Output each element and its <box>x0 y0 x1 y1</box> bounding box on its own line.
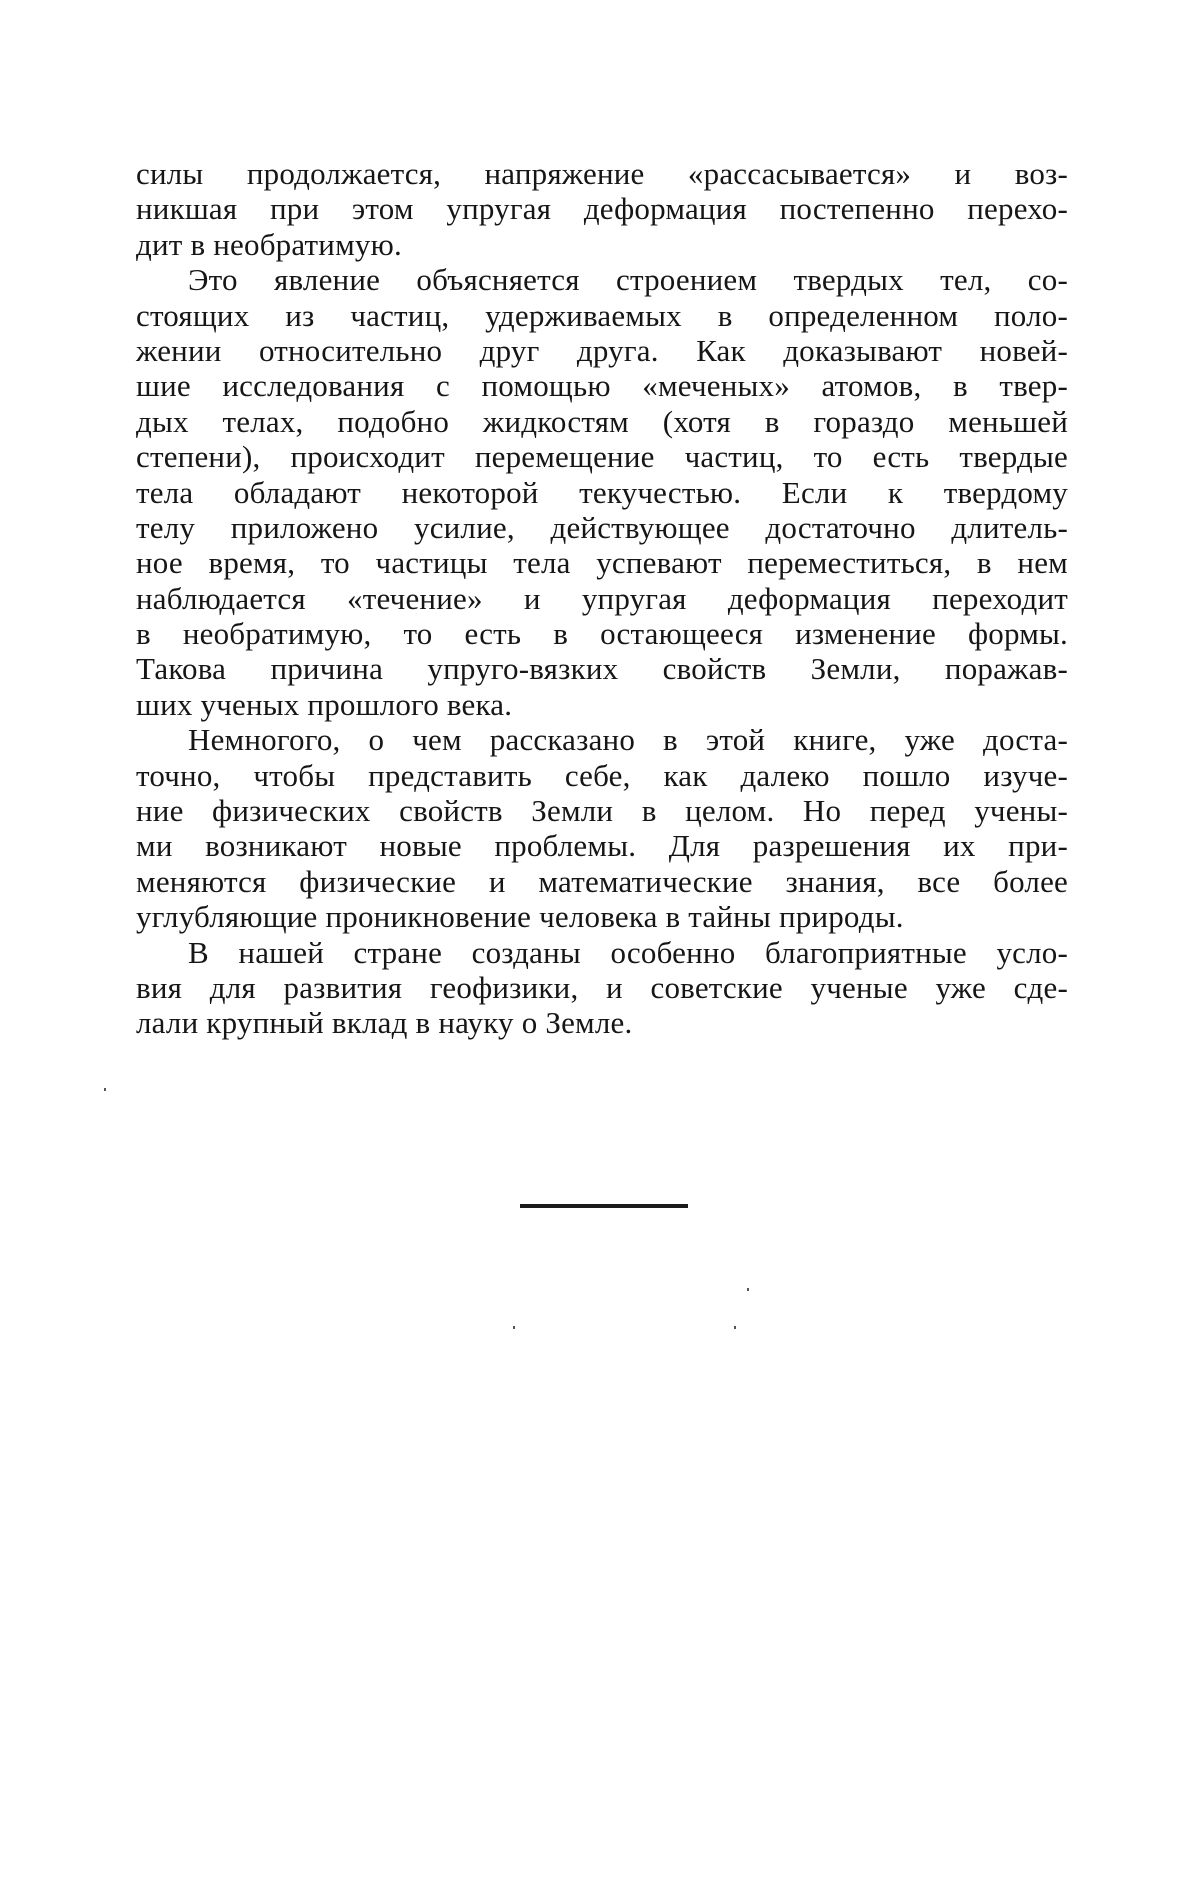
text-line: ми возникают новые проблемы. Для разрешения их при- <box>136 828 1068 863</box>
text-line: вия для развития геофизики, и советские ученые уже сде- <box>136 970 1068 1005</box>
body-text <box>136 156 1068 1041</box>
text-line: в необратимую, то есть в остающееся изменение формы. <box>136 616 1068 651</box>
text-line: наблюдается «течение» и упругая деформация переходит <box>136 581 1068 616</box>
book-page <box>0 0 1200 1880</box>
text-line: ние физических свойств Земли в целом. Но перед учены- <box>136 793 1068 828</box>
text-line: тела обладают некоторой текучестью. Если к твердому <box>136 475 1068 510</box>
text-line: телу приложено усилие, действующее достаточно длитель- <box>136 510 1068 545</box>
text-line: меняются физические и математические знания, все более <box>136 864 1068 899</box>
text-line: ное время, то частицы тела успевают переместиться, в нем <box>136 545 1068 580</box>
text-line: никшая при этом упругая деформация постепенно перехо- <box>136 191 1068 226</box>
text-line: углубляющие проникновение человека в тайны природы. <box>136 899 1068 934</box>
text-line: лали крупный вклад в науку о Земле. <box>136 1005 1068 1040</box>
print-speck <box>104 1088 106 1091</box>
text-line: шие исследования с помощью «меченых» атомов, в твер- <box>136 368 1068 403</box>
text-line: стоящих из частиц, удерживаемых в определенном поло- <box>136 298 1068 333</box>
text-line: дит в необратимую. <box>136 227 1068 262</box>
print-speck <box>513 1326 515 1329</box>
text-line: ших ученых прошлого века. <box>136 687 1068 722</box>
text-line: В нашей стране созданы особенно благоприятные усло- <box>136 935 1068 970</box>
print-speck <box>734 1326 736 1329</box>
text-line: степени), происходит перемещение частиц, то есть твердые <box>136 439 1068 474</box>
text-line: Это явление объясняется строением твердых тел, со- <box>136 262 1068 297</box>
text-line: Немногого, о чем рассказано в этой книге, уже доста- <box>136 722 1068 757</box>
print-speck <box>747 1288 749 1291</box>
text-line: Такова причина упруго-вязких свойств Земли, поражав- <box>136 651 1068 686</box>
text-line: силы продолжается, напряжение «рассасывается» и воз- <box>136 156 1068 191</box>
text-line: точно, чтобы представить себе, как далеко пошло изуче- <box>136 758 1068 793</box>
text-line: дых телах, подобно жидкостям (хотя в гораздо меньшей <box>136 404 1068 439</box>
end-rule <box>520 1204 688 1208</box>
text-line: жении относительно друг друга. Как доказывают новей- <box>136 333 1068 368</box>
